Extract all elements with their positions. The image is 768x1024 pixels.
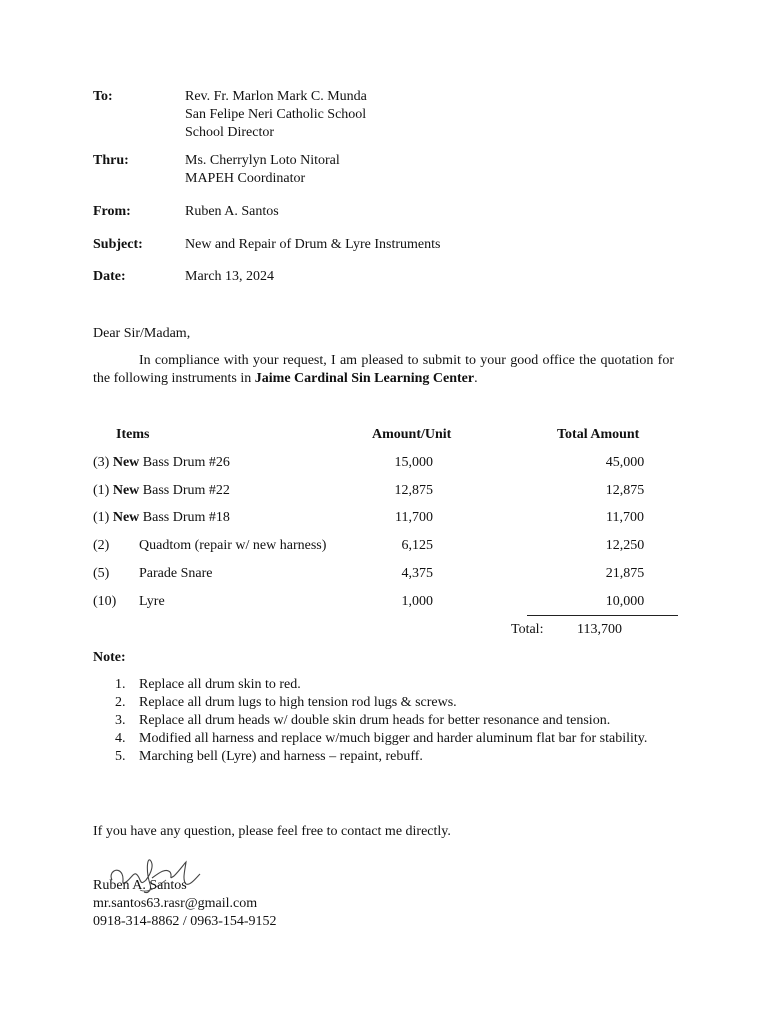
note-item xyxy=(93,712,674,730)
to-label: To: xyxy=(93,89,113,104)
amount-unit-cell: 15,000 xyxy=(394,455,433,470)
intro-paragraph xyxy=(93,352,674,388)
notes-list xyxy=(93,676,674,766)
item-cell xyxy=(93,454,230,472)
signatory-email: mr.santos63.rasr@gmail.com xyxy=(93,896,258,911)
note-text: Modified all harness and replace w/much bigger and harder aluminum flat bar for stability. xyxy=(139,731,648,746)
item-name: Parade Snare xyxy=(139,566,213,581)
item-cell xyxy=(93,509,230,527)
item-name: Quadtom (repair w/ new harness) xyxy=(139,538,327,553)
item-qty: (2) xyxy=(93,538,110,553)
col-header-total-amount: Total Amount xyxy=(557,427,640,442)
item-qty: (3) xyxy=(93,455,110,470)
thru-label: Thru: xyxy=(93,153,129,168)
school-name: Jaime Cardinal Sin Learning Center xyxy=(254,371,475,386)
thru-line: Ms. Cherrylyn Loto Nitoral xyxy=(185,153,340,168)
note-number: 5. xyxy=(115,749,126,764)
signatory-name: Ruben A. Santos xyxy=(93,878,187,893)
note-text: Replace all drum lugs to high tension rod lugs & screws. xyxy=(139,695,457,710)
item-name: Lyre xyxy=(139,594,165,609)
table-row xyxy=(93,482,683,500)
intro-end: . xyxy=(474,371,478,386)
note-number: 3. xyxy=(115,713,126,728)
total-amount-cell: 10,000 xyxy=(605,594,645,609)
note-text: Replace all drum heads w/ double skin drum heads for better resonance and tension. xyxy=(139,713,611,728)
to-line: San Felipe Neri Catholic School xyxy=(185,107,367,122)
from-label: From: xyxy=(93,204,131,219)
item-new-tag: New xyxy=(112,510,140,525)
table-row xyxy=(93,565,683,583)
note-number: 4. xyxy=(115,731,126,746)
amount-unit-cell: 12,875 xyxy=(394,483,433,498)
amount-unit-cell: 11,700 xyxy=(395,510,433,525)
item-new-tag: New xyxy=(112,483,140,498)
note-item xyxy=(93,748,674,766)
to-line: School Director xyxy=(185,125,275,140)
item-qty: (1) xyxy=(93,483,110,498)
thru-recipient xyxy=(185,152,340,188)
from-value: Ruben A. Santos xyxy=(185,204,279,219)
to-recipient xyxy=(185,88,367,142)
total-divider xyxy=(527,615,678,616)
item-cell xyxy=(93,482,230,500)
table-row xyxy=(93,537,683,555)
note-text: Replace all drum skin to red. xyxy=(139,677,301,692)
table-row xyxy=(93,509,683,527)
col-header-amount-unit: Amount/Unit xyxy=(372,427,452,442)
subject-value: New and Repair of Drum & Lyre Instruments xyxy=(185,237,441,252)
note-label: Note: xyxy=(93,650,126,665)
note-item xyxy=(93,676,674,694)
item-qty: (10) xyxy=(93,594,117,609)
note-text: Marching bell (Lyre) and harness – repaint, rebuff. xyxy=(139,749,423,764)
total-amount-cell: 11,700 xyxy=(606,510,644,525)
subject-label: Subject: xyxy=(93,237,143,252)
date-label: Date: xyxy=(93,269,126,284)
note-item xyxy=(93,730,674,748)
signatory-phones: 0918-314-8862 / 0963-154-9152 xyxy=(93,914,277,929)
table-row xyxy=(93,454,683,472)
intro-text: In compliance with your request, I am pleased to submit to your good office the quotation for the following instruments in xyxy=(93,353,674,386)
item-qty: (1) xyxy=(93,510,110,525)
to-line: Rev. Fr. Marlon Mark C. Munda xyxy=(185,89,367,104)
item-qty: (5) xyxy=(93,566,110,581)
signature-block xyxy=(93,877,277,931)
note-number: 1. xyxy=(115,677,126,692)
item-new-tag: New xyxy=(112,455,140,470)
item-name: Bass Drum #18 xyxy=(142,510,230,525)
col-header-items: Items xyxy=(116,427,150,442)
amount-unit-cell: 6,125 xyxy=(401,538,433,553)
total-amount-cell: 21,875 xyxy=(605,566,645,581)
closing-text: If you have any question, please feel free to contact me directly. xyxy=(93,824,451,839)
total-label: Total: xyxy=(511,622,544,637)
amount-unit-cell: 1,000 xyxy=(401,594,433,609)
total-amount-cell: 12,875 xyxy=(605,483,645,498)
item-name: Bass Drum #22 xyxy=(142,483,230,498)
salutation: Dear Sir/Madam, xyxy=(93,326,191,341)
note-item xyxy=(93,694,674,712)
table-row xyxy=(93,593,683,611)
total-value: 113,700 xyxy=(577,622,622,637)
thru-line: MAPEH Coordinator xyxy=(185,171,306,186)
note-number: 2. xyxy=(115,695,126,710)
total-amount-cell: 12,250 xyxy=(605,538,645,553)
amount-unit-cell: 4,375 xyxy=(401,566,433,581)
date-value: March 13, 2024 xyxy=(185,269,275,284)
total-amount-cell: 45,000 xyxy=(605,455,645,470)
item-name: Bass Drum #26 xyxy=(142,455,230,470)
